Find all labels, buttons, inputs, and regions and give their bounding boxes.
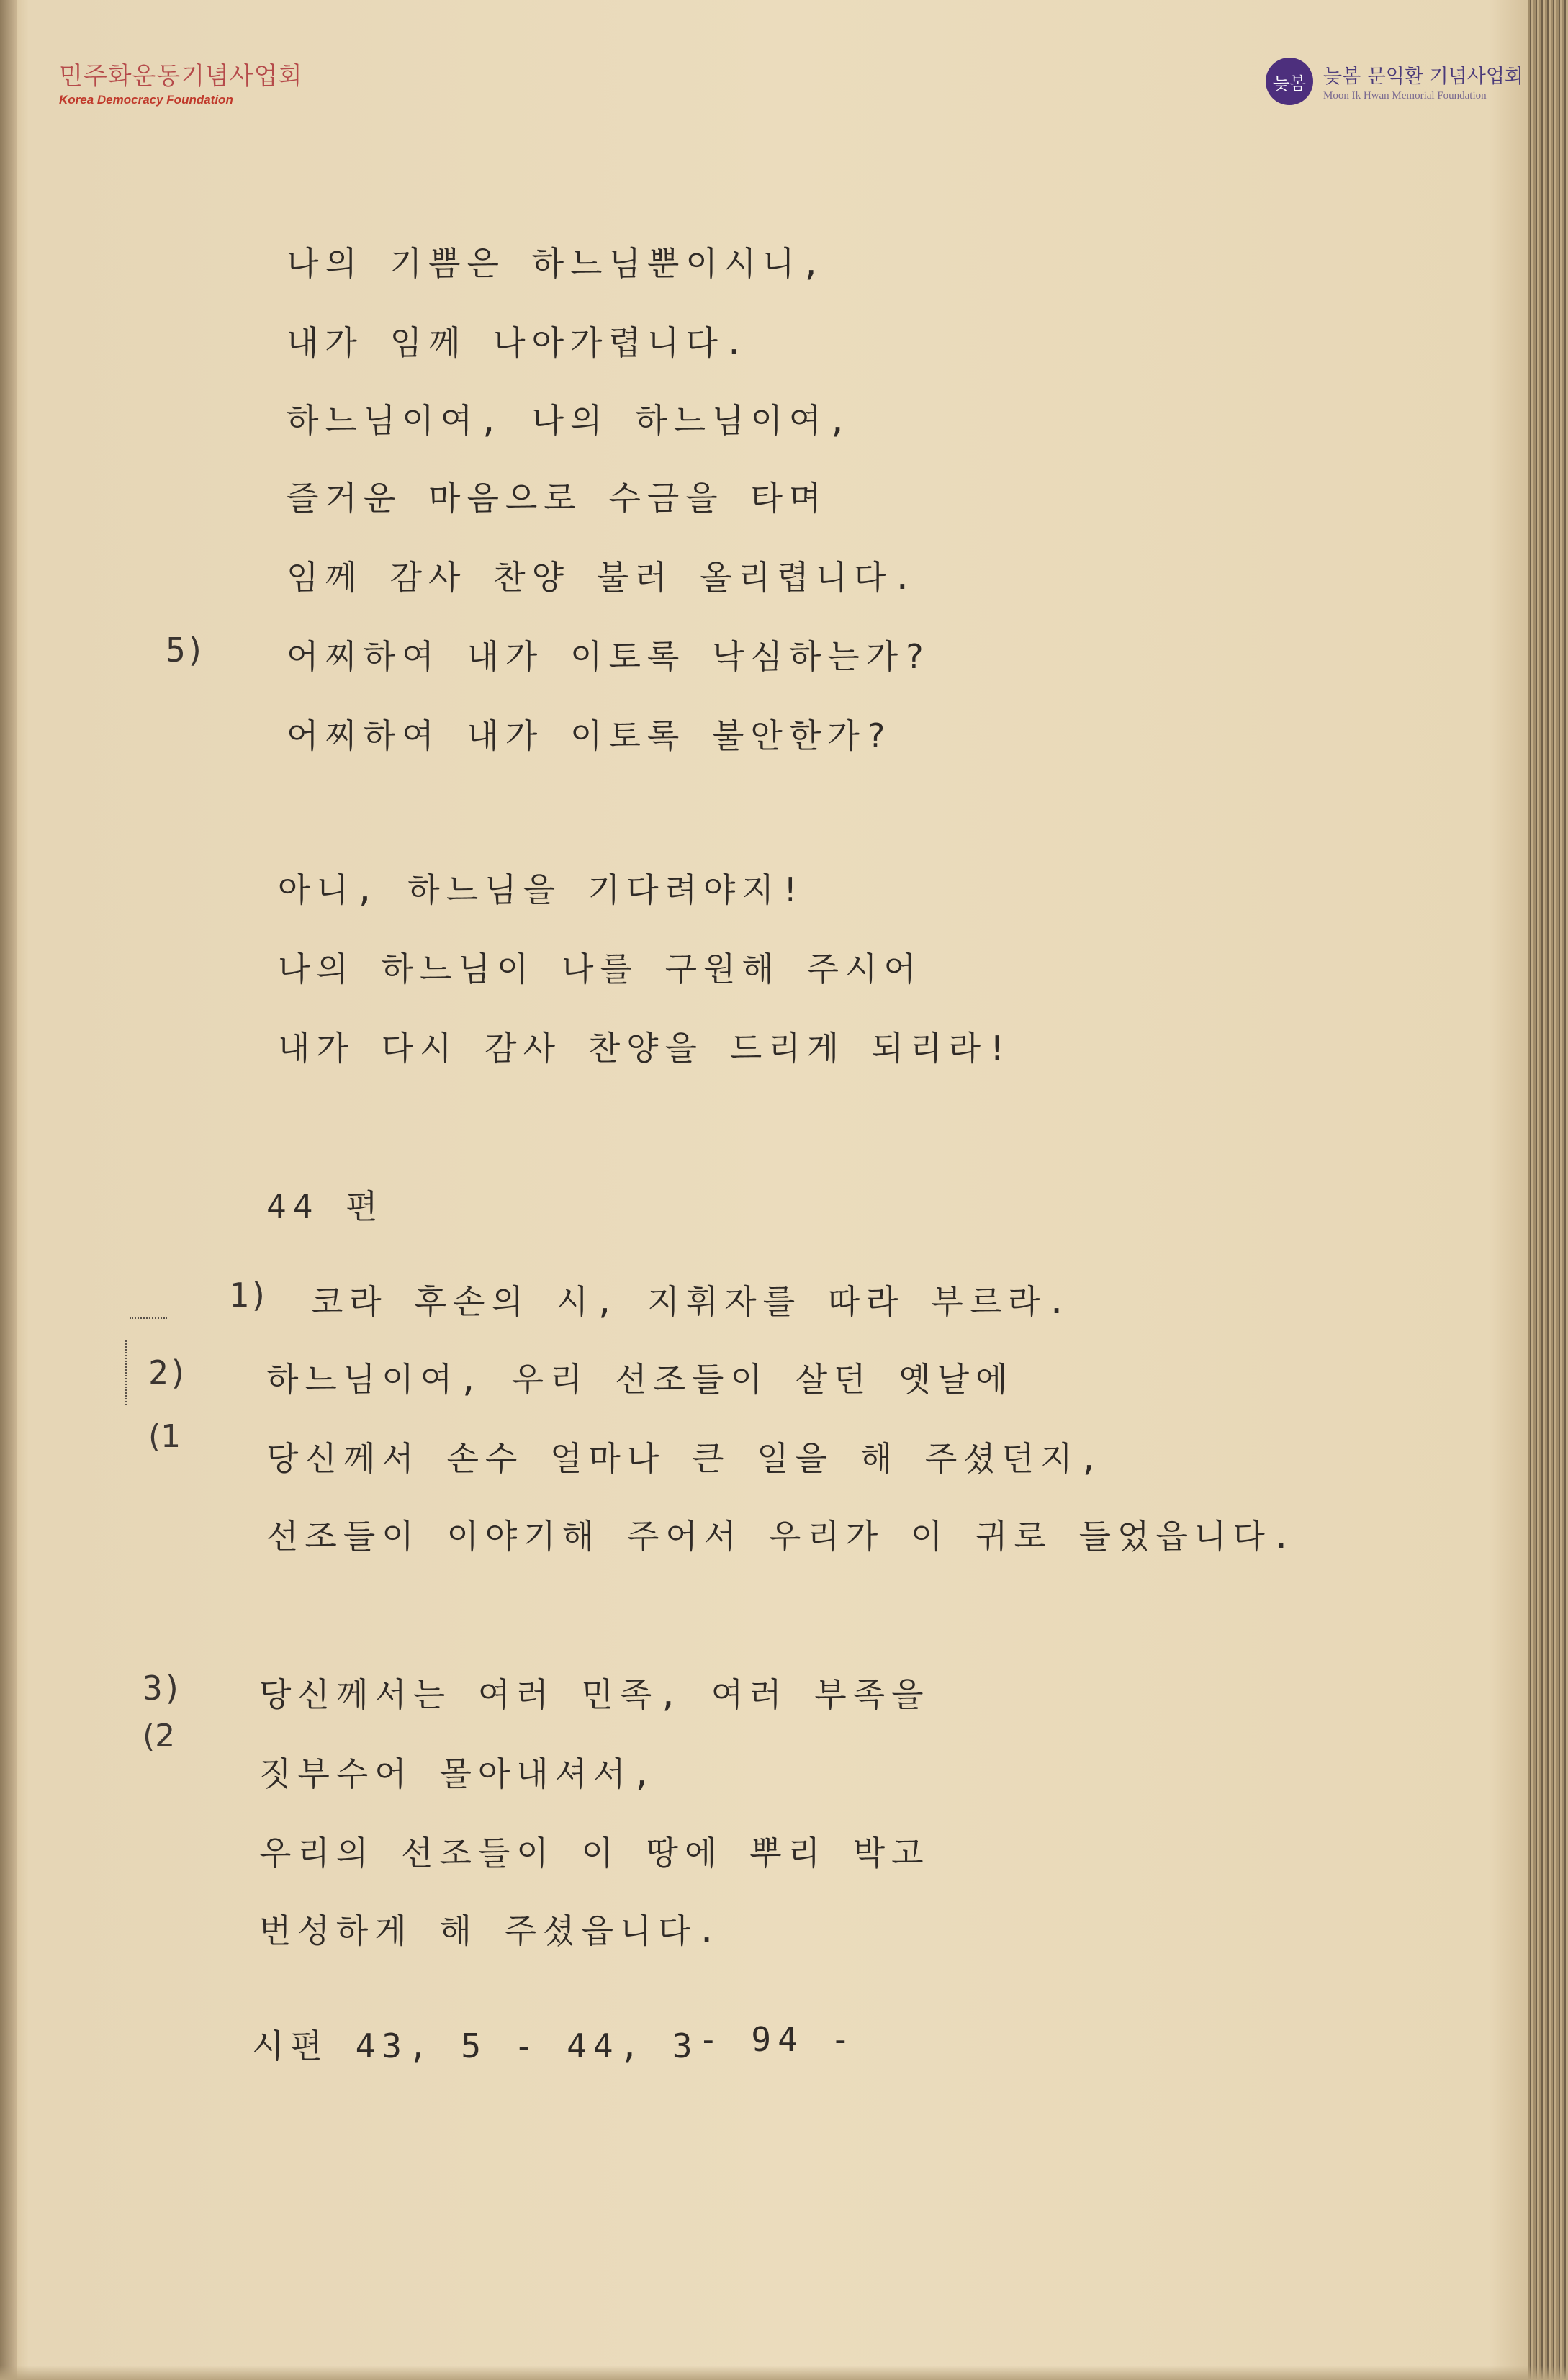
text-line: 아니, 하느님을 기다려야지! — [278, 870, 807, 909]
logo-left-english: Korea Democracy Foundation — [59, 93, 233, 107]
text-line: 당신께서 손수 얼마나 큰 일을 해 주셨던지, — [266, 1439, 1106, 1478]
text-line: 선조들이 이야기해 주어서 우리가 이 귀로 들었읍니다. — [266, 1517, 1298, 1556]
margin-dotted-mark — [130, 1317, 167, 1319]
psalm-heading: 44 편 — [266, 1187, 384, 1226]
moon-ik-hwan-foundation-logo — [1266, 58, 1523, 105]
page-binding-edge — [0, 0, 17, 2380]
margin-dotted-mark — [125, 1340, 127, 1405]
handwritten-verse-note: (2 — [143, 1718, 176, 1754]
text-line: 임께 감사 찬양 불러 올리렵니다. — [287, 558, 919, 597]
logo-right-korean: 늦봄 문익환 기념사업회 — [1323, 66, 1523, 88]
text-line: 하느님이여, 나의 하느님이여, — [287, 401, 855, 440]
verse-number: 1) — [229, 1276, 269, 1315]
verse-number: 5) — [166, 631, 206, 670]
page-stack-edge — [1528, 0, 1568, 2380]
korea-democracy-foundation-logo — [59, 56, 302, 107]
psalm-reference: 시편 43, 5 - 44, 3 — [252, 2027, 699, 2065]
text-line: 우리의 선조들이 이 땅에 뿌리 박고 — [259, 1834, 930, 1872]
text-line: 어찌하여 내가 이토록 불안한가? — [287, 716, 893, 755]
text-line: 내가 임께 나아가렵니다. — [287, 323, 751, 362]
text-line: 어찌하여 내가 이토록 낙심하는가? — [287, 637, 931, 676]
logo-right-english: Moon Ik Hwan Memorial Foundation — [1323, 90, 1487, 102]
verse-number: 3) — [143, 1669, 183, 1708]
page-number: - 94 - — [698, 2020, 857, 2059]
text-line: 코라 후손의 시, 지휘자를 따라 부르라. — [311, 1282, 1073, 1321]
verse-number: 2) — [148, 1353, 189, 1392]
text-line: 즐거운 마음으로 수금을 타며 — [287, 479, 828, 518]
handwritten-verse-note: (1 — [148, 1418, 181, 1455]
text-line: 나의 하느님이 나를 구원해 주시어 — [278, 950, 922, 988]
text-line: 내가 다시 감사 찬양을 드리게 되리라! — [278, 1029, 1014, 1068]
text-line: 나의 기쁨은 하느님뿐이시니, — [287, 244, 828, 283]
text-line: 하느님이여, 우리 선조들이 살던 옛날에 — [266, 1360, 1014, 1399]
page-bottom-shadow — [0, 2366, 1568, 2380]
logo-left-korean: 민주화운동기념사업회 — [59, 62, 303, 91]
text-line: 당신께서는 여러 민족, 여러 부족을 — [259, 1675, 930, 1714]
text-line: 짓부수어 몰아내셔서, — [259, 1754, 659, 1793]
text-line: 번성하게 해 주셨읍니다. — [259, 1911, 724, 1950]
seal-icon: 늦봄 — [1266, 58, 1313, 105]
